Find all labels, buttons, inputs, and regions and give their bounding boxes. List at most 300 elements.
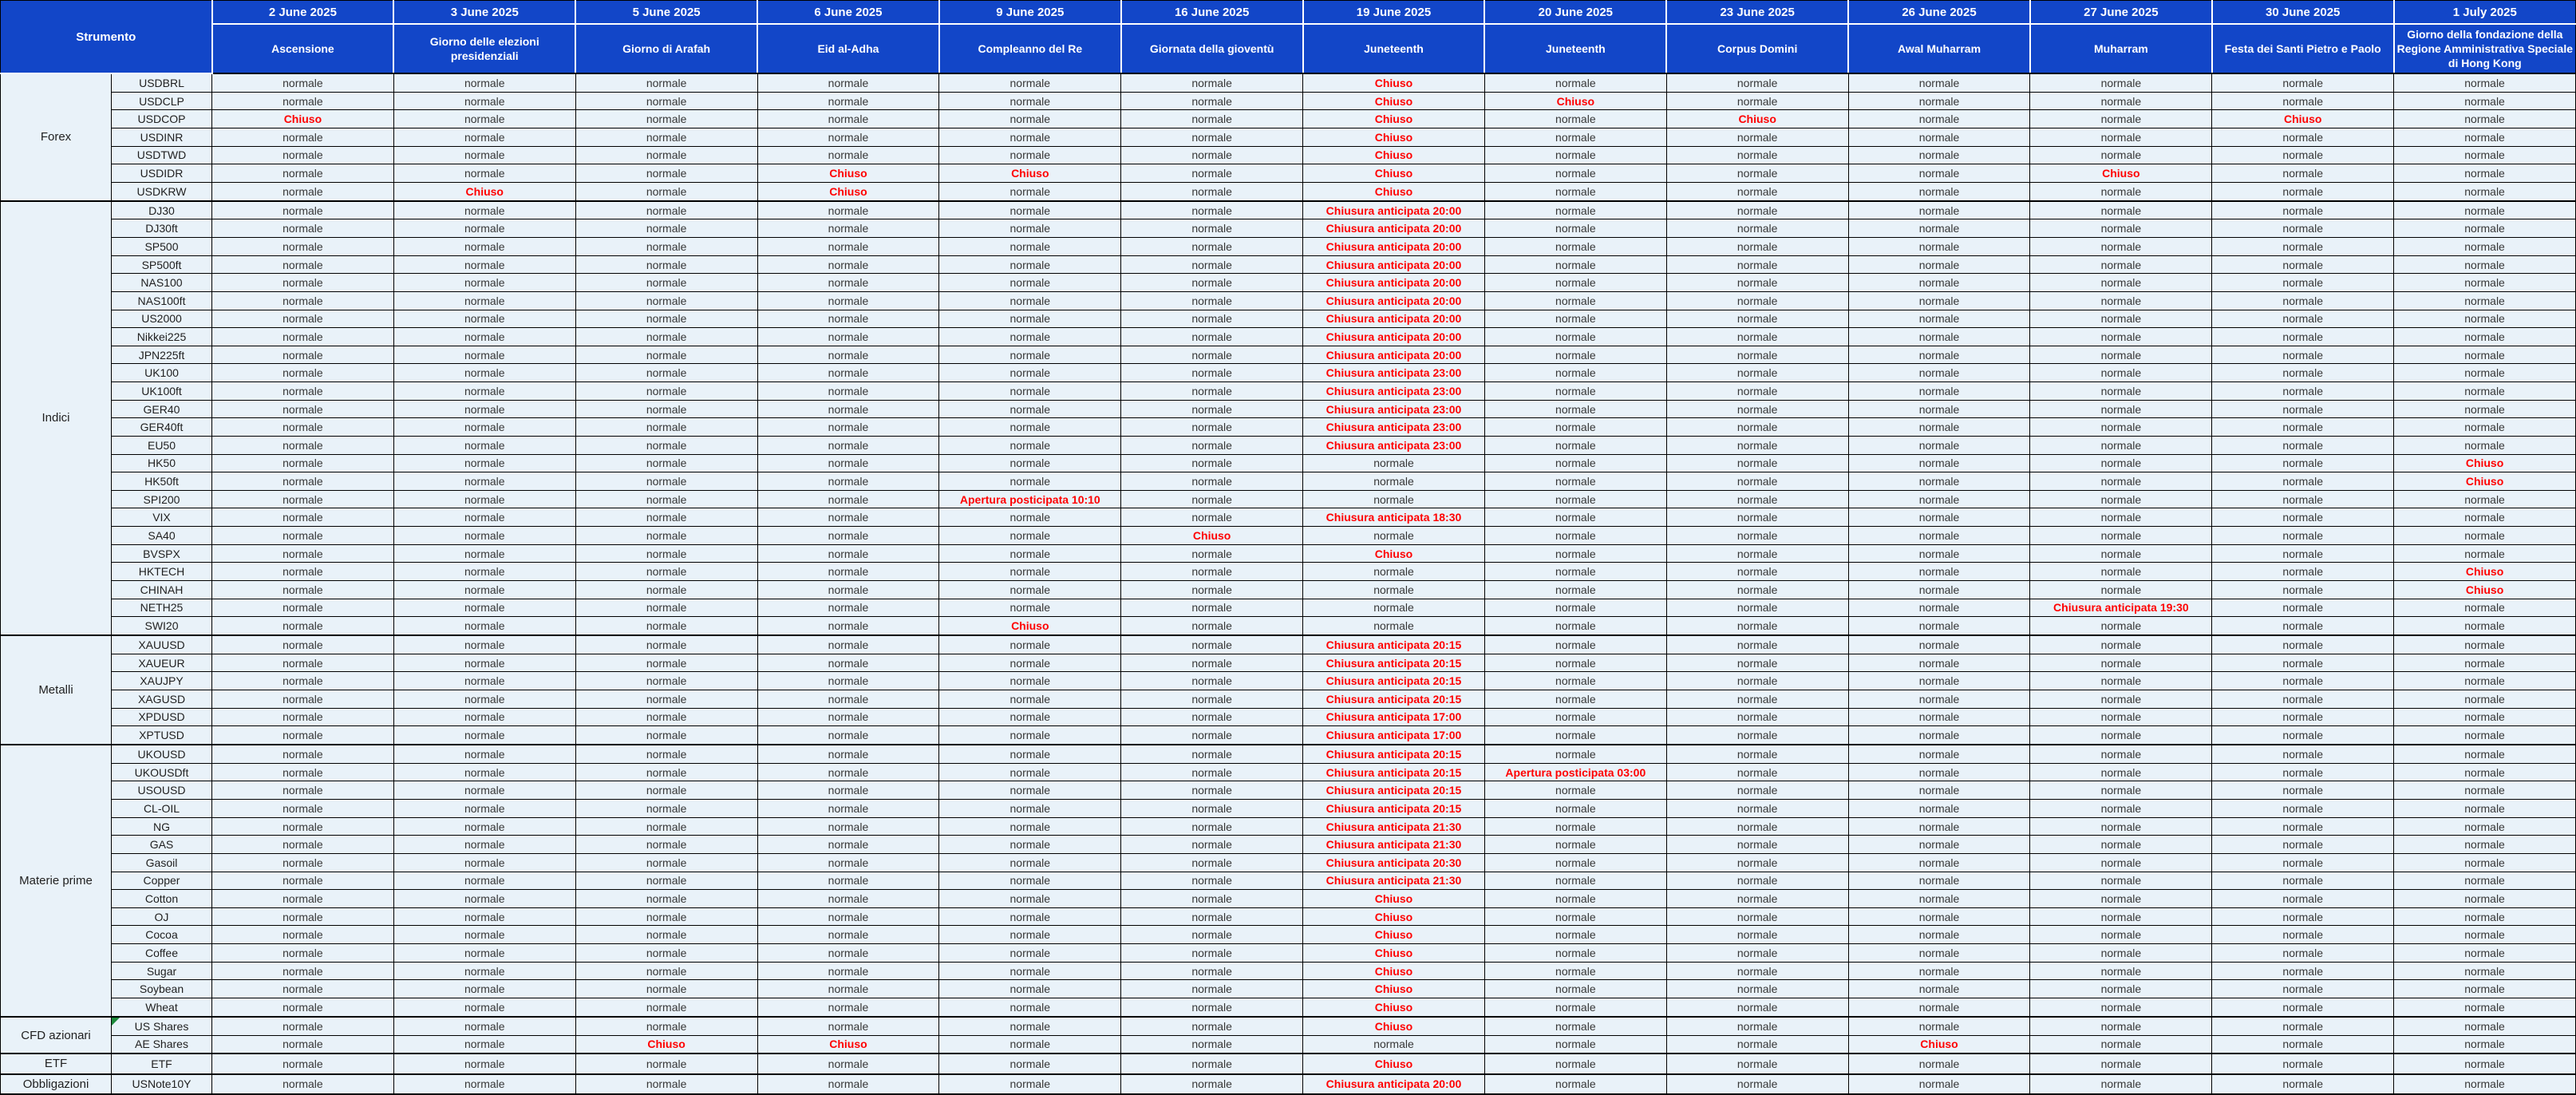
- value-cell[interactable]: normale: [212, 182, 394, 200]
- value-cell[interactable]: normale: [575, 580, 757, 599]
- value-cell[interactable]: normale: [757, 907, 939, 926]
- value-cell[interactable]: normale: [212, 328, 394, 346]
- instrument-cell[interactable]: UK100: [112, 364, 212, 382]
- value-cell[interactable]: normale: [2030, 654, 2212, 672]
- value-cell[interactable]: normale: [2212, 1035, 2394, 1053]
- value-cell[interactable]: normale: [212, 436, 394, 454]
- value-cell[interactable]: normale: [575, 146, 757, 164]
- value-cell[interactable]: normale: [2030, 544, 2212, 563]
- value-cell[interactable]: normale: [1121, 418, 1303, 437]
- value-cell[interactable]: normale: [1121, 182, 1303, 200]
- value-cell[interactable]: normale: [2212, 1074, 2394, 1094]
- value-cell[interactable]: normale: [2394, 418, 2576, 437]
- value-cell[interactable]: normale: [2394, 92, 2576, 110]
- value-cell[interactable]: normale: [1303, 490, 1485, 508]
- value-cell[interactable]: Chiusura anticipata 20:15: [1303, 635, 1485, 654]
- value-cell[interactable]: normale: [1666, 944, 1848, 963]
- value-cell[interactable]: normale: [575, 110, 757, 128]
- value-cell[interactable]: normale: [939, 400, 1121, 418]
- value-cell[interactable]: Chiuso: [2394, 580, 2576, 599]
- instrument-cell[interactable]: DJ30: [112, 201, 212, 219]
- value-cell[interactable]: Chiuso: [212, 110, 394, 128]
- value-cell[interactable]: normale: [393, 436, 575, 454]
- value-cell[interactable]: normale: [1121, 146, 1303, 164]
- value-cell[interactable]: normale: [1666, 238, 1848, 256]
- value-cell[interactable]: normale: [393, 219, 575, 238]
- value-cell[interactable]: normale: [1848, 962, 2030, 980]
- value-cell[interactable]: normale: [575, 400, 757, 418]
- value-cell[interactable]: normale: [1121, 872, 1303, 890]
- value-cell[interactable]: normale: [757, 1074, 939, 1094]
- value-cell[interactable]: Chiusura anticipata 21:30: [1303, 872, 1485, 890]
- value-cell[interactable]: normale: [1121, 836, 1303, 854]
- value-cell[interactable]: normale: [575, 998, 757, 1016]
- value-cell[interactable]: normale: [1848, 781, 2030, 800]
- value-cell[interactable]: Chiuso: [1303, 907, 1485, 926]
- value-cell[interactable]: normale: [1848, 110, 2030, 128]
- value-cell[interactable]: normale: [1848, 635, 2030, 654]
- value-cell[interactable]: normale: [1848, 346, 2030, 364]
- value-cell[interactable]: Chiusura anticipata 23:00: [1303, 400, 1485, 418]
- value-cell[interactable]: normale: [1666, 926, 1848, 944]
- value-cell[interactable]: normale: [1848, 291, 2030, 310]
- value-cell[interactable]: normale: [575, 238, 757, 256]
- value-cell[interactable]: normale: [212, 418, 394, 437]
- value-cell[interactable]: normale: [2212, 182, 2394, 200]
- value-cell[interactable]: normale: [1848, 238, 2030, 256]
- value-cell[interactable]: normale: [1484, 255, 1666, 274]
- value-cell[interactable]: normale: [2212, 328, 2394, 346]
- instrument-cell[interactable]: SWI20: [112, 617, 212, 635]
- value-cell[interactable]: normale: [1484, 436, 1666, 454]
- value-cell[interactable]: normale: [2212, 219, 2394, 238]
- value-cell[interactable]: normale: [1666, 817, 1848, 836]
- value-cell[interactable]: Chiuso: [2394, 563, 2576, 581]
- value-cell[interactable]: normale: [757, 527, 939, 545]
- value-cell[interactable]: normale: [939, 291, 1121, 310]
- value-cell[interactable]: normale: [1484, 672, 1666, 690]
- value-cell[interactable]: normale: [2394, 690, 2576, 709]
- value-cell[interactable]: normale: [2394, 635, 2576, 654]
- value-cell[interactable]: normale: [2212, 672, 2394, 690]
- value-cell[interactable]: normale: [1666, 400, 1848, 418]
- value-cell[interactable]: normale: [2394, 817, 2576, 836]
- value-cell[interactable]: normale: [212, 527, 394, 545]
- value-cell[interactable]: normale: [2394, 853, 2576, 872]
- value-cell[interactable]: normale: [1121, 1017, 1303, 1035]
- value-cell[interactable]: normale: [212, 853, 394, 872]
- value-cell[interactable]: normale: [2212, 890, 2394, 908]
- value-cell[interactable]: normale: [2394, 907, 2576, 926]
- value-cell[interactable]: normale: [2030, 926, 2212, 944]
- value-cell[interactable]: normale: [212, 382, 394, 401]
- value-cell[interactable]: normale: [939, 1017, 1121, 1035]
- instrument-cell[interactable]: SA40: [112, 527, 212, 545]
- value-cell[interactable]: Chiuso: [939, 617, 1121, 635]
- value-cell[interactable]: normale: [1121, 817, 1303, 836]
- value-cell[interactable]: normale: [939, 890, 1121, 908]
- value-cell[interactable]: normale: [1484, 745, 1666, 763]
- value-cell[interactable]: normale: [393, 346, 575, 364]
- holiday-header-6[interactable]: Giornata della gioventù: [1121, 24, 1303, 73]
- value-cell[interactable]: normale: [2212, 364, 2394, 382]
- value-cell[interactable]: normale: [2212, 708, 2394, 726]
- value-cell[interactable]: normale: [1848, 508, 2030, 527]
- value-cell[interactable]: normale: [212, 472, 394, 491]
- value-cell[interactable]: normale: [1121, 201, 1303, 219]
- value-cell[interactable]: normale: [939, 238, 1121, 256]
- value-cell[interactable]: normale: [212, 544, 394, 563]
- value-cell[interactable]: normale: [2394, 962, 2576, 980]
- category-cell[interactable]: Obbligazioni: [1, 1074, 112, 1094]
- value-cell[interactable]: normale: [393, 1017, 575, 1035]
- value-cell[interactable]: normale: [757, 980, 939, 998]
- date-header-4[interactable]: 6 June 2025: [757, 1, 939, 25]
- value-cell[interactable]: Chiuso: [1303, 544, 1485, 563]
- value-cell[interactable]: normale: [1484, 1074, 1666, 1094]
- value-cell[interactable]: normale: [1666, 853, 1848, 872]
- value-cell[interactable]: normale: [575, 508, 757, 527]
- value-cell[interactable]: normale: [2394, 944, 2576, 963]
- value-cell[interactable]: normale: [1848, 274, 2030, 292]
- value-cell[interactable]: normale: [2030, 563, 2212, 581]
- value-cell[interactable]: normale: [1121, 238, 1303, 256]
- value-cell[interactable]: normale: [939, 962, 1121, 980]
- value-cell[interactable]: normale: [2394, 544, 2576, 563]
- value-cell[interactable]: normale: [1484, 817, 1666, 836]
- value-cell[interactable]: normale: [2212, 907, 2394, 926]
- value-cell[interactable]: normale: [757, 291, 939, 310]
- value-cell[interactable]: normale: [212, 1053, 394, 1073]
- value-cell[interactable]: normale: [1484, 781, 1666, 800]
- instrument-cell[interactable]: XAGUSD: [112, 690, 212, 709]
- value-cell[interactable]: normale: [2394, 201, 2576, 219]
- value-cell[interactable]: normale: [393, 998, 575, 1016]
- value-cell[interactable]: normale: [575, 708, 757, 726]
- value-cell[interactable]: normale: [1848, 763, 2030, 781]
- value-cell[interactable]: normale: [2394, 274, 2576, 292]
- value-cell[interactable]: normale: [575, 364, 757, 382]
- value-cell[interactable]: normale: [575, 92, 757, 110]
- value-cell[interactable]: normale: [939, 1035, 1121, 1053]
- value-cell[interactable]: normale: [393, 690, 575, 709]
- category-cell[interactable]: Materie prime: [1, 745, 112, 1017]
- value-cell[interactable]: normale: [1303, 527, 1485, 545]
- value-cell[interactable]: normale: [1484, 418, 1666, 437]
- category-cell[interactable]: Forex: [1, 73, 112, 201]
- value-cell[interactable]: normale: [1666, 1017, 1848, 1035]
- value-cell[interactable]: normale: [2212, 817, 2394, 836]
- value-cell[interactable]: normale: [212, 726, 394, 745]
- value-cell[interactable]: normale: [939, 274, 1121, 292]
- value-cell[interactable]: normale: [757, 490, 939, 508]
- value-cell[interactable]: normale: [2394, 890, 2576, 908]
- value-cell[interactable]: normale: [939, 454, 1121, 472]
- value-cell[interactable]: normale: [1666, 1074, 1848, 1094]
- value-cell[interactable]: normale: [757, 219, 939, 238]
- value-cell[interactable]: Chiusura anticipata 20:00: [1303, 346, 1485, 364]
- value-cell[interactable]: normale: [212, 1074, 394, 1094]
- value-cell[interactable]: normale: [2212, 92, 2394, 110]
- instrument-cell[interactable]: GER40: [112, 400, 212, 418]
- value-cell[interactable]: normale: [939, 635, 1121, 654]
- value-cell[interactable]: normale: [939, 998, 1121, 1016]
- value-cell[interactable]: normale: [575, 654, 757, 672]
- value-cell[interactable]: normale: [1666, 781, 1848, 800]
- value-cell[interactable]: normale: [212, 128, 394, 147]
- value-cell[interactable]: normale: [1666, 219, 1848, 238]
- value-cell[interactable]: normale: [1848, 364, 2030, 382]
- value-cell[interactable]: normale: [212, 580, 394, 599]
- value-cell[interactable]: normale: [393, 201, 575, 219]
- value-cell[interactable]: normale: [2030, 310, 2212, 328]
- value-cell[interactable]: normale: [2394, 508, 2576, 527]
- instrument-cell[interactable]: USDKRW: [112, 182, 212, 200]
- value-cell[interactable]: normale: [393, 580, 575, 599]
- value-cell[interactable]: normale: [2394, 238, 2576, 256]
- value-cell[interactable]: normale: [393, 944, 575, 963]
- value-cell[interactable]: normale: [2030, 418, 2212, 437]
- value-cell[interactable]: normale: [939, 508, 1121, 527]
- value-cell[interactable]: normale: [2212, 400, 2394, 418]
- value-cell[interactable]: normale: [575, 1074, 757, 1094]
- value-cell[interactable]: normale: [1484, 690, 1666, 709]
- value-cell[interactable]: normale: [1666, 255, 1848, 274]
- instrument-cell[interactable]: NG: [112, 817, 212, 836]
- value-cell[interactable]: normale: [1666, 472, 1848, 491]
- instrument-cell[interactable]: USDINR: [112, 128, 212, 147]
- value-cell[interactable]: normale: [757, 998, 939, 1016]
- value-cell[interactable]: normale: [2212, 962, 2394, 980]
- value-cell[interactable]: normale: [2030, 800, 2212, 818]
- value-cell[interactable]: normale: [1666, 635, 1848, 654]
- value-cell[interactable]: normale: [939, 872, 1121, 890]
- value-cell[interactable]: normale: [1121, 580, 1303, 599]
- value-cell[interactable]: Chiusura anticipata 20:15: [1303, 763, 1485, 781]
- instrument-cell[interactable]: Copper: [112, 872, 212, 890]
- value-cell[interactable]: normale: [1666, 508, 1848, 527]
- value-cell[interactable]: normale: [1121, 654, 1303, 672]
- value-cell[interactable]: normale: [757, 382, 939, 401]
- value-cell[interactable]: normale: [1121, 382, 1303, 401]
- value-cell[interactable]: normale: [939, 128, 1121, 147]
- value-cell[interactable]: normale: [2030, 781, 2212, 800]
- value-cell[interactable]: normale: [212, 219, 394, 238]
- value-cell[interactable]: normale: [2394, 110, 2576, 128]
- value-cell[interactable]: normale: [1666, 872, 1848, 890]
- value-cell[interactable]: normale: [575, 1017, 757, 1035]
- value-cell[interactable]: normale: [1666, 291, 1848, 310]
- value-cell[interactable]: Chiusura anticipata 23:00: [1303, 382, 1485, 401]
- value-cell[interactable]: normale: [1666, 364, 1848, 382]
- value-cell[interactable]: Chiusura anticipata 19:30: [2030, 599, 2212, 617]
- value-cell[interactable]: normale: [2030, 382, 2212, 401]
- value-cell[interactable]: normale: [2212, 563, 2394, 581]
- value-cell[interactable]: normale: [575, 599, 757, 617]
- value-cell[interactable]: normale: [393, 708, 575, 726]
- value-cell[interactable]: normale: [1848, 708, 2030, 726]
- value-cell[interactable]: Chiuso: [2394, 472, 2576, 491]
- instrument-cell[interactable]: USDIDR: [112, 164, 212, 183]
- value-cell[interactable]: normale: [1848, 255, 2030, 274]
- value-cell[interactable]: normale: [939, 544, 1121, 563]
- value-cell[interactable]: normale: [939, 310, 1121, 328]
- value-cell[interactable]: normale: [939, 836, 1121, 854]
- value-cell[interactable]: normale: [212, 635, 394, 654]
- holiday-header-8[interactable]: Juneteenth: [1484, 24, 1666, 73]
- value-cell[interactable]: normale: [2030, 219, 2212, 238]
- value-cell[interactable]: normale: [939, 800, 1121, 818]
- value-cell[interactable]: normale: [2030, 472, 2212, 491]
- date-header-12[interactable]: 30 June 2025: [2212, 1, 2394, 25]
- value-cell[interactable]: normale: [1848, 853, 2030, 872]
- value-cell[interactable]: normale: [212, 490, 394, 508]
- instrument-cell[interactable]: GAS: [112, 836, 212, 854]
- value-cell[interactable]: normale: [1484, 291, 1666, 310]
- value-cell[interactable]: normale: [1666, 1053, 1848, 1073]
- value-cell[interactable]: normale: [575, 962, 757, 980]
- value-cell[interactable]: normale: [2030, 274, 2212, 292]
- instrument-cell[interactable]: ETF: [112, 1053, 212, 1073]
- value-cell[interactable]: normale: [1121, 1035, 1303, 1053]
- value-cell[interactable]: normale: [1666, 708, 1848, 726]
- value-cell[interactable]: Chiusura anticipata 20:15: [1303, 745, 1485, 763]
- value-cell[interactable]: normale: [2030, 980, 2212, 998]
- value-cell[interactable]: normale: [2030, 690, 2212, 709]
- value-cell[interactable]: normale: [1666, 128, 1848, 147]
- value-cell[interactable]: Chiuso: [1303, 890, 1485, 908]
- value-cell[interactable]: Chiusura anticipata 21:30: [1303, 836, 1485, 854]
- value-cell[interactable]: normale: [575, 800, 757, 818]
- value-cell[interactable]: normale: [1121, 980, 1303, 998]
- value-cell[interactable]: normale: [2212, 800, 2394, 818]
- date-header-3[interactable]: 5 June 2025: [575, 1, 757, 25]
- value-cell[interactable]: normale: [2212, 310, 2394, 328]
- value-cell[interactable]: normale: [575, 926, 757, 944]
- value-cell[interactable]: normale: [1666, 490, 1848, 508]
- value-cell[interactable]: normale: [2394, 800, 2576, 818]
- value-cell[interactable]: normale: [757, 672, 939, 690]
- value-cell[interactable]: normale: [212, 364, 394, 382]
- value-cell[interactable]: normale: [2030, 708, 2212, 726]
- instrument-cell[interactable]: USDCLP: [112, 92, 212, 110]
- value-cell[interactable]: normale: [939, 654, 1121, 672]
- value-cell[interactable]: normale: [2030, 872, 2212, 890]
- value-cell[interactable]: normale: [393, 418, 575, 437]
- value-cell[interactable]: normale: [393, 382, 575, 401]
- value-cell[interactable]: normale: [1121, 944, 1303, 963]
- value-cell[interactable]: normale: [2212, 1053, 2394, 1073]
- instrument-cell[interactable]: UKOUSD: [112, 745, 212, 763]
- value-cell[interactable]: normale: [2030, 672, 2212, 690]
- value-cell[interactable]: normale: [2394, 219, 2576, 238]
- value-cell[interactable]: Chiuso: [2394, 454, 2576, 472]
- value-cell[interactable]: normale: [757, 400, 939, 418]
- instrument-cell[interactable]: AE Shares: [112, 1035, 212, 1053]
- value-cell[interactable]: normale: [393, 527, 575, 545]
- instrument-cell[interactable]: USNote10Y: [112, 1074, 212, 1094]
- value-cell[interactable]: Chiuso: [1303, 998, 1485, 1016]
- value-cell[interactable]: normale: [2030, 346, 2212, 364]
- value-cell[interactable]: normale: [575, 219, 757, 238]
- value-cell[interactable]: normale: [2212, 690, 2394, 709]
- value-cell[interactable]: normale: [1484, 328, 1666, 346]
- value-cell[interactable]: normale: [1484, 400, 1666, 418]
- value-cell[interactable]: Chiusura anticipata 20:15: [1303, 672, 1485, 690]
- value-cell[interactable]: normale: [1121, 454, 1303, 472]
- value-cell[interactable]: normale: [1848, 1053, 2030, 1073]
- value-cell[interactable]: normale: [757, 508, 939, 527]
- value-cell[interactable]: normale: [1121, 800, 1303, 818]
- value-cell[interactable]: normale: [1121, 1053, 1303, 1073]
- value-cell[interactable]: normale: [2030, 454, 2212, 472]
- value-cell[interactable]: normale: [939, 436, 1121, 454]
- instrument-cell[interactable]: Sugar: [112, 962, 212, 980]
- value-cell[interactable]: normale: [2212, 146, 2394, 164]
- value-cell[interactable]: normale: [757, 872, 939, 890]
- value-cell[interactable]: normale: [2212, 201, 2394, 219]
- value-cell[interactable]: normale: [757, 128, 939, 147]
- category-cell[interactable]: Indici: [1, 201, 112, 635]
- value-cell[interactable]: normale: [575, 672, 757, 690]
- value-cell[interactable]: normale: [212, 817, 394, 836]
- value-cell[interactable]: normale: [2212, 781, 2394, 800]
- value-cell[interactable]: normale: [2394, 527, 2576, 545]
- value-cell[interactable]: normale: [1484, 726, 1666, 745]
- value-cell[interactable]: normale: [575, 436, 757, 454]
- value-cell[interactable]: normale: [2030, 1035, 2212, 1053]
- value-cell[interactable]: normale: [1121, 400, 1303, 418]
- value-cell[interactable]: normale: [575, 617, 757, 635]
- value-cell[interactable]: normale: [2030, 146, 2212, 164]
- value-cell[interactable]: normale: [1848, 418, 2030, 437]
- value-cell[interactable]: normale: [2394, 926, 2576, 944]
- value-cell[interactable]: normale: [1848, 73, 2030, 92]
- value-cell[interactable]: normale: [757, 599, 939, 617]
- value-cell[interactable]: normale: [212, 617, 394, 635]
- value-cell[interactable]: normale: [1303, 617, 1485, 635]
- instrument-cell[interactable]: Wheat: [112, 998, 212, 1016]
- value-cell[interactable]: normale: [212, 291, 394, 310]
- value-cell[interactable]: normale: [1848, 926, 2030, 944]
- value-cell[interactable]: normale: [1484, 364, 1666, 382]
- value-cell[interactable]: normale: [212, 400, 394, 418]
- value-cell[interactable]: normale: [2394, 726, 2576, 745]
- value-cell[interactable]: Chiuso: [1303, 164, 1485, 183]
- value-cell[interactable]: normale: [1666, 182, 1848, 200]
- value-cell[interactable]: normale: [212, 998, 394, 1016]
- value-cell[interactable]: normale: [757, 146, 939, 164]
- value-cell[interactable]: normale: [575, 853, 757, 872]
- value-cell[interactable]: normale: [1666, 92, 1848, 110]
- value-cell[interactable]: normale: [1121, 1074, 1303, 1094]
- strumento-header[interactable]: Strumento: [1, 1, 212, 74]
- value-cell[interactable]: normale: [212, 980, 394, 998]
- value-cell[interactable]: normale: [939, 926, 1121, 944]
- category-cell[interactable]: CFD azionari: [1, 1017, 112, 1054]
- value-cell[interactable]: normale: [1848, 454, 2030, 472]
- value-cell[interactable]: normale: [575, 527, 757, 545]
- instrument-cell[interactable]: Cocoa: [112, 926, 212, 944]
- value-cell[interactable]: normale: [1121, 490, 1303, 508]
- value-cell[interactable]: normale: [1121, 962, 1303, 980]
- value-cell[interactable]: normale: [1666, 544, 1848, 563]
- value-cell[interactable]: normale: [212, 800, 394, 818]
- value-cell[interactable]: normale: [393, 164, 575, 183]
- value-cell[interactable]: normale: [939, 110, 1121, 128]
- value-cell[interactable]: normale: [2394, 73, 2576, 92]
- value-cell[interactable]: Chiuso: [757, 182, 939, 200]
